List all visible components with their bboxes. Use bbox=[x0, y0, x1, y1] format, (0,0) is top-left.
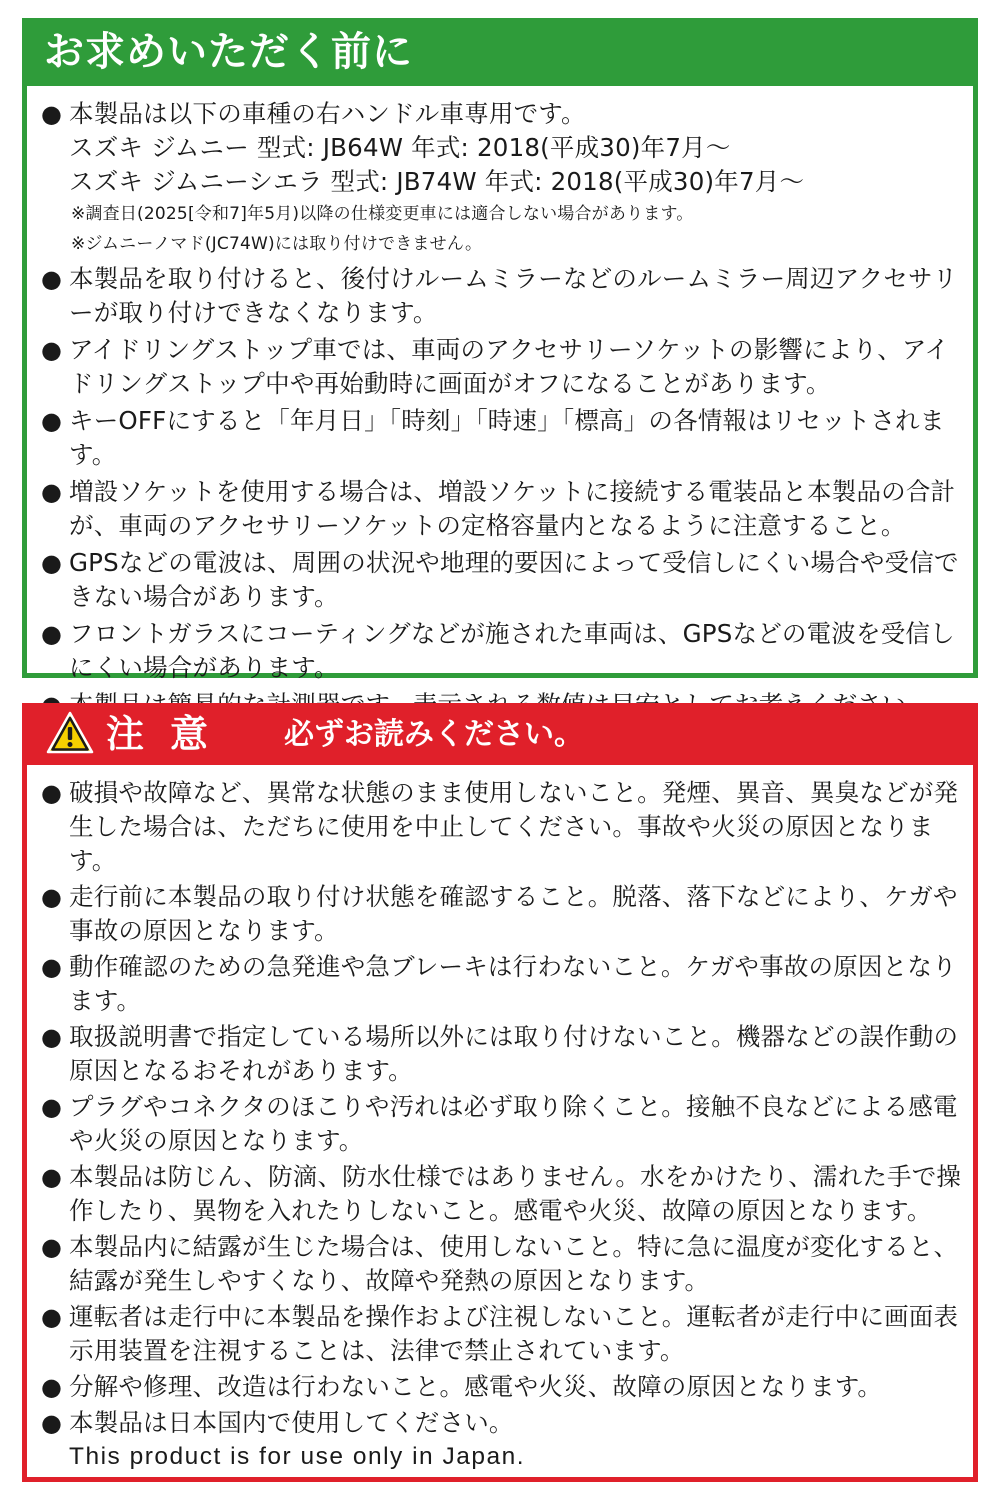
item-text: 本製品は防じん、防滴、防水仕様ではありません。水をかけたり、濡れた手で操作したり、異物を入れたりしないこと。感電や火災、故障の原因となります。 bbox=[69, 1162, 962, 1225]
bullet-icon: ● bbox=[41, 1409, 63, 1437]
item-text: 増設ソケットを使用する場合は、増設ソケットに接続する電装品と本製品の合計が、車両のアクセサリーソケットの定格容量内となるように注意すること。 bbox=[69, 477, 956, 540]
item-text: 本製品は日本国内で使用してください。 bbox=[69, 1408, 514, 1437]
bullet-icon: ● bbox=[41, 336, 63, 364]
bullet-icon: ● bbox=[41, 1023, 63, 1051]
item-text: プラグやコネクタのほこりや汚れは必ず取り除くこと。接触不良などによる感電や火災の原因となります。 bbox=[69, 1092, 958, 1155]
list-item bbox=[41, 776, 963, 878]
list-item bbox=[41, 262, 963, 330]
list-item bbox=[41, 1090, 963, 1158]
list-item bbox=[41, 1406, 963, 1474]
note-text: ※調査日(2025[令和7]年5月)以降の仕様変更車には適合しない場合があります。 bbox=[71, 204, 694, 224]
item-text: 分解や修理、改造は行わないこと。感電や火災、故障の原因となります。 bbox=[69, 1372, 883, 1401]
before-purchase-title: お求めいただく前に bbox=[44, 29, 413, 75]
note-text: ※ジムニーノマド(JC74W)には取り付けできません。 bbox=[71, 234, 483, 254]
warning-icon bbox=[46, 711, 94, 755]
bullet-icon: ● bbox=[41, 100, 63, 128]
before-purchase-list bbox=[41, 97, 963, 725]
vehicle-line: スズキ ジムニーシエラ 型式: JB74W 年式: 2018(平成30)年7月～ bbox=[69, 167, 805, 196]
list-item bbox=[41, 1300, 963, 1368]
item-text: キーOFFにすると「年月日」「時刻」「時速」「標高」の各情報はリセットされます。 bbox=[69, 406, 945, 469]
bullet-icon: ● bbox=[41, 1093, 63, 1121]
list-item bbox=[41, 404, 963, 472]
bullet-icon: ● bbox=[41, 953, 63, 981]
bullet-icon: ● bbox=[41, 1233, 63, 1261]
vehicle-line: スズキ ジムニー 型式: JB64W 年式: 2018(平成30)年7月～ bbox=[69, 133, 731, 162]
list-item bbox=[41, 97, 963, 259]
list-item bbox=[41, 950, 963, 1018]
item-text: 破損や故障など、異常な状態のまま使用しないこと。発煙、異音、異臭などが発生した場合は、ただちに使用を中止してください。事故や火災の原因となります。 bbox=[69, 778, 959, 875]
list-item bbox=[41, 546, 963, 614]
caution-subtitle: 必ずお読みください。 bbox=[284, 717, 584, 752]
english-note: This product is for use only in Japan. bbox=[69, 1443, 526, 1470]
bullet-icon: ● bbox=[41, 1373, 63, 1401]
list-item bbox=[41, 475, 963, 543]
item-text: 走行前に本製品の取り付け状態を確認すること。脱落、落下などにより、ケガや事故の原因となります。 bbox=[69, 882, 958, 945]
list-item bbox=[41, 617, 963, 685]
caution-label: 注意 bbox=[106, 712, 235, 756]
bullet-icon: ● bbox=[41, 1163, 63, 1191]
bullet-icon: ● bbox=[41, 478, 63, 506]
caution-header bbox=[22, 703, 978, 765]
bullet-icon: ● bbox=[41, 549, 63, 577]
caution-panel bbox=[22, 703, 978, 1482]
list-item bbox=[41, 1230, 963, 1298]
list-item bbox=[41, 880, 963, 948]
bullet-icon: ● bbox=[41, 1303, 63, 1331]
item-text: 取扱説明書で指定している場所以外には取り付けないこと。機器などの誤作動の原因となるおそれがあります。 bbox=[69, 1022, 959, 1085]
item-text: 本製品内に結露が生じた場合は、使用しないこと。特に急に温度が変化すると、結露が発生しやすくなり、故障や発熱の原因となります。 bbox=[69, 1232, 959, 1295]
caution-list bbox=[41, 776, 963, 1476]
bullet-icon: ● bbox=[41, 883, 63, 911]
bullet-icon: ● bbox=[41, 407, 63, 435]
before-purchase-header bbox=[22, 18, 978, 86]
list-item bbox=[41, 1020, 963, 1088]
list-item bbox=[41, 333, 963, 401]
bullet-icon: ● bbox=[41, 779, 63, 807]
item-text: 本製品を取り付けると、後付けルームミラーなどのルームミラー周辺アクセサリーが取り付けできなくなります。 bbox=[69, 264, 958, 327]
bullet-icon: ● bbox=[41, 620, 63, 648]
item-text: GPSなどの電波は、周囲の状況や地理的要因によって受信しにくい場合や受信できない場合があります。 bbox=[69, 548, 959, 611]
bullet-icon: ● bbox=[41, 265, 63, 293]
item-text: 動作確認のための急発進や急ブレーキは行わないこと。ケガや事故の原因となります。 bbox=[69, 952, 957, 1015]
list-item bbox=[41, 1160, 963, 1228]
item-text: 本製品は以下の車種の右ハンドル車専用です。 bbox=[69, 99, 586, 128]
item-text: アイドリングストップ車では、車両のアクセサリーソケットの影響により、アイドリングストップ中や再始動時に画面がオフになることがあります。 bbox=[69, 335, 950, 398]
item-text: フロントガラスにコーティングなどが施された車両は、GPSなどの電波を受信しにくい場合があります。 bbox=[69, 619, 955, 682]
item-text: 運転者は走行中に本製品を操作および注視しないこと。運転者が走行中に画面表示用装置を注視することは、法律で禁止されています。 bbox=[69, 1302, 959, 1365]
list-item bbox=[41, 1370, 963, 1404]
before-purchase-panel bbox=[22, 18, 978, 682]
